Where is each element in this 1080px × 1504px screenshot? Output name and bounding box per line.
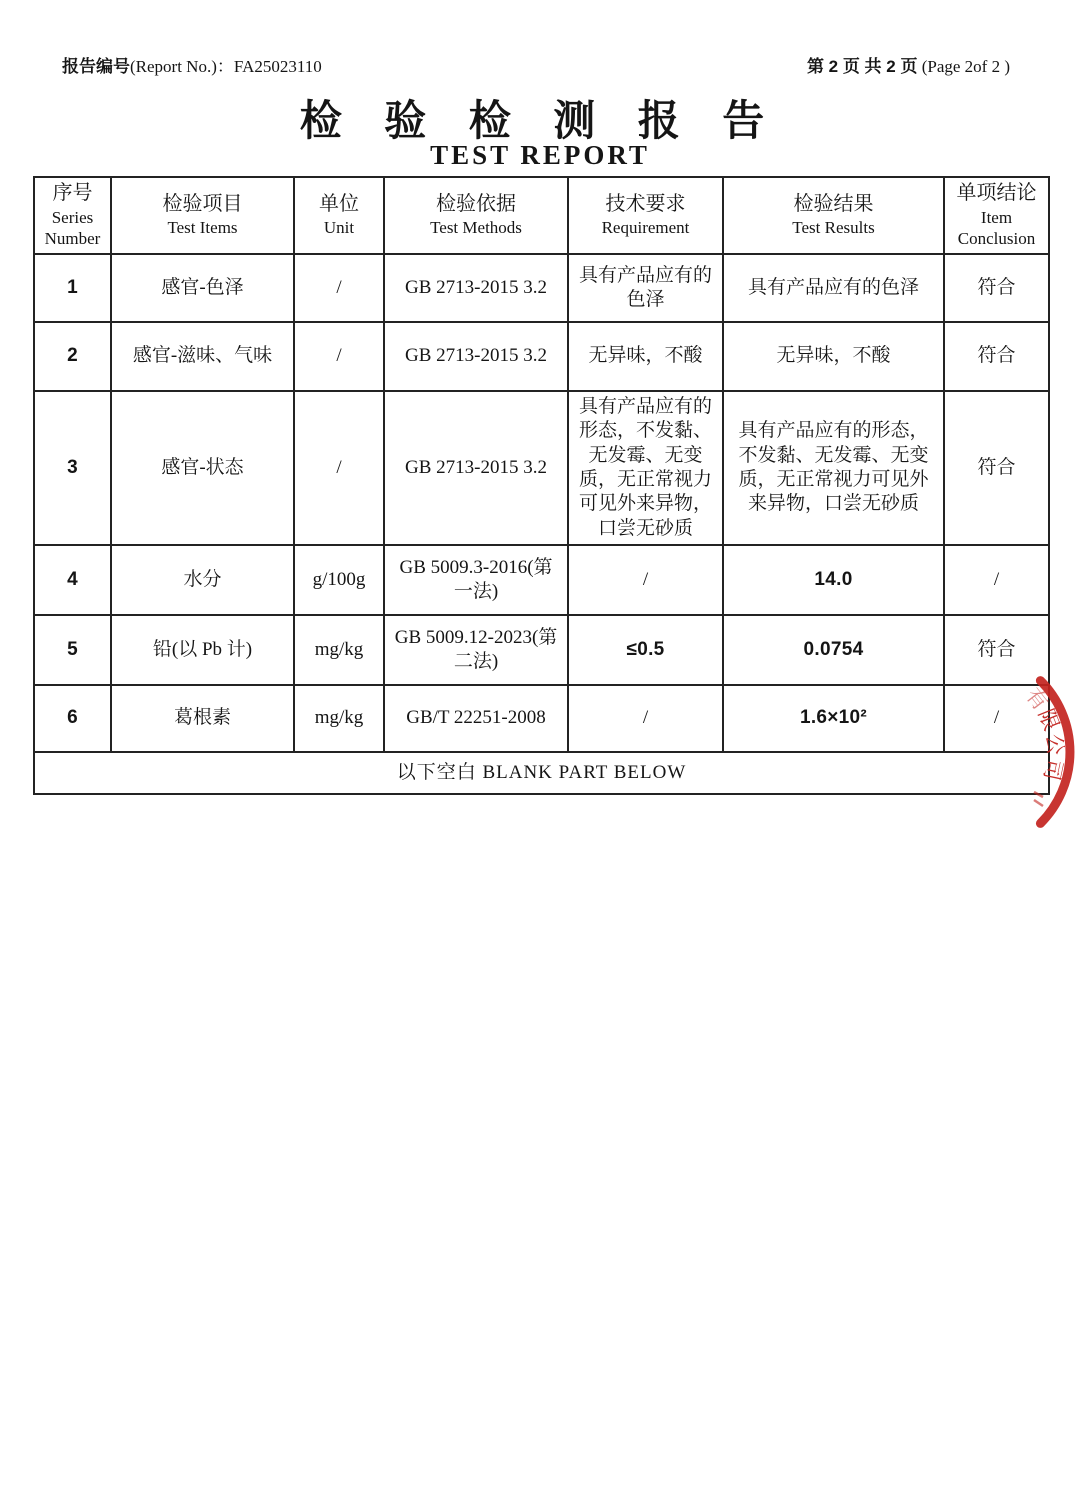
table-row: [34, 545, 1049, 615]
column-header: [723, 177, 944, 254]
blank-part-note: 以下空白 BLANK PART BELOW: [34, 752, 1049, 794]
table-row: [34, 615, 1049, 685]
report-title-en: TEST REPORT: [430, 140, 650, 170]
cell-test-item: 铅(以 Pb 计): [111, 615, 294, 685]
cell-item-conclusion: 符合: [944, 322, 1049, 391]
stamp-character: 公: [1041, 732, 1068, 757]
cell-test-item: 水分: [111, 545, 294, 615]
cell-test-method: GB 2713-2015 3.2: [384, 391, 568, 545]
cell-requirement: /: [568, 685, 723, 752]
cell-series-number: 4: [34, 545, 111, 615]
cell-test-method: GB 2713-2015 3.2: [384, 322, 568, 391]
stamp-character: 限: [1033, 705, 1064, 735]
cell-test-item: 感官-色泽: [111, 254, 294, 322]
column-header-en: Test Items: [167, 218, 238, 238]
stamp-character: 有: [1020, 683, 1053, 715]
column-header-en: Test Methods: [430, 218, 522, 238]
stamp-arc-icon: [1012, 652, 1080, 852]
report-number-label-en: (Report No.)：: [130, 57, 234, 76]
cell-unit: mg/kg: [294, 615, 384, 685]
cell-item-conclusion: 符合: [944, 615, 1049, 685]
cell-test-result: 0.0754: [723, 615, 944, 685]
cell-requirement: ≤0.5: [568, 615, 723, 685]
cell-series-number: 6: [34, 685, 111, 752]
table-row: [34, 685, 1049, 752]
table-row: [34, 322, 1049, 391]
column-header-en: Unit: [323, 218, 355, 238]
cell-series-number: 3: [34, 391, 111, 545]
cell-item-conclusion: 符合: [944, 254, 1049, 322]
cell-item-conclusion: 符合: [944, 391, 1049, 545]
cell-requirement: 具有产品应有的形态，不发黏、无发霉、无变质，无正常视力可见外来异物，口尝无砂质: [568, 391, 723, 545]
cell-requirement: 具有产品应有的色泽: [568, 254, 723, 322]
cell-series-number: 1: [34, 254, 111, 322]
cell-series-number: 2: [34, 322, 111, 391]
table-row: [34, 391, 1049, 545]
column-header: [34, 177, 111, 254]
blank-part-row: [34, 752, 1049, 794]
column-header-cn: 检验项目: [162, 192, 243, 215]
column-header: [944, 177, 1049, 254]
page-indicator-cn: 第 2 页 共 2 页: [806, 57, 918, 76]
cell-item-conclusion: /: [944, 545, 1049, 615]
column-header-cn: 序号: [52, 182, 93, 204]
column-header-cn: 单位: [319, 192, 359, 215]
cell-test-result: 无异味，不酸: [723, 322, 944, 391]
column-header-en: Test Results: [792, 218, 875, 238]
cell-unit: mg/kg: [294, 685, 384, 752]
column-header-cn: 单项结论: [956, 182, 1037, 204]
cell-test-item: 感官-状态: [111, 391, 294, 545]
cell-requirement: /: [568, 545, 723, 615]
report-number: [62, 52, 322, 77]
cell-test-method: GB 5009.12-2023(第二法): [384, 615, 568, 685]
cell-test-method: GB 2713-2015 3.2: [384, 254, 568, 322]
column-header: [294, 177, 384, 254]
column-header: [384, 177, 568, 254]
column-header: [111, 177, 294, 254]
column-header-en: Series Number: [44, 207, 101, 249]
stamp-character: 司: [1039, 757, 1068, 783]
cell-unit: g/100g: [294, 545, 384, 615]
cell-test-result: 14.0: [723, 545, 944, 615]
column-header-cn: 技术要求: [605, 192, 686, 215]
document-header: [62, 52, 1010, 77]
cell-test-result: 具有产品应有的形态，不发黏、无发霉、无变质，无正常视力可见外来异物，口尝无砂质: [723, 391, 944, 545]
cell-unit: /: [294, 391, 384, 545]
column-header-en: Requirement: [601, 218, 690, 238]
report-number-label-cn: 报告编号: [62, 57, 130, 76]
cell-test-method: GB/T 22251-2008: [384, 685, 568, 752]
cell-item-conclusion: /: [944, 685, 1049, 752]
table-row: [34, 254, 1049, 322]
cell-test-result: 具有产品应有的色泽: [723, 254, 944, 322]
cell-series-number: 5: [34, 615, 111, 685]
column-header: [568, 177, 723, 254]
table-header-row: [34, 177, 1049, 254]
cell-test-item: 葛根素: [111, 685, 294, 752]
cell-test-item: 感官-滋味、气味: [111, 322, 294, 391]
cell-test-result: 1.6×10²: [723, 685, 944, 752]
column-header-cn: 检验依据: [436, 192, 516, 215]
report-title-cn: 检 验 检 测 报 告: [299, 99, 781, 145]
cell-requirement: 无异味，不酸: [568, 322, 723, 391]
cell-unit: /: [294, 254, 384, 322]
cell-test-method: GB 5009.3-2016(第一法): [384, 545, 568, 615]
company-seal-stamp: [1012, 652, 1080, 852]
report-number-value: FA25023110: [233, 57, 322, 76]
page-indicator: [807, 52, 1010, 77]
column-header-cn: 检验结果: [793, 192, 874, 215]
test-report-table: [33, 176, 1050, 795]
column-header-en: Item Conclusion: [957, 207, 1036, 249]
page-indicator-en: (Page 2of 2 ): [921, 57, 1010, 76]
cell-unit: /: [294, 322, 384, 391]
